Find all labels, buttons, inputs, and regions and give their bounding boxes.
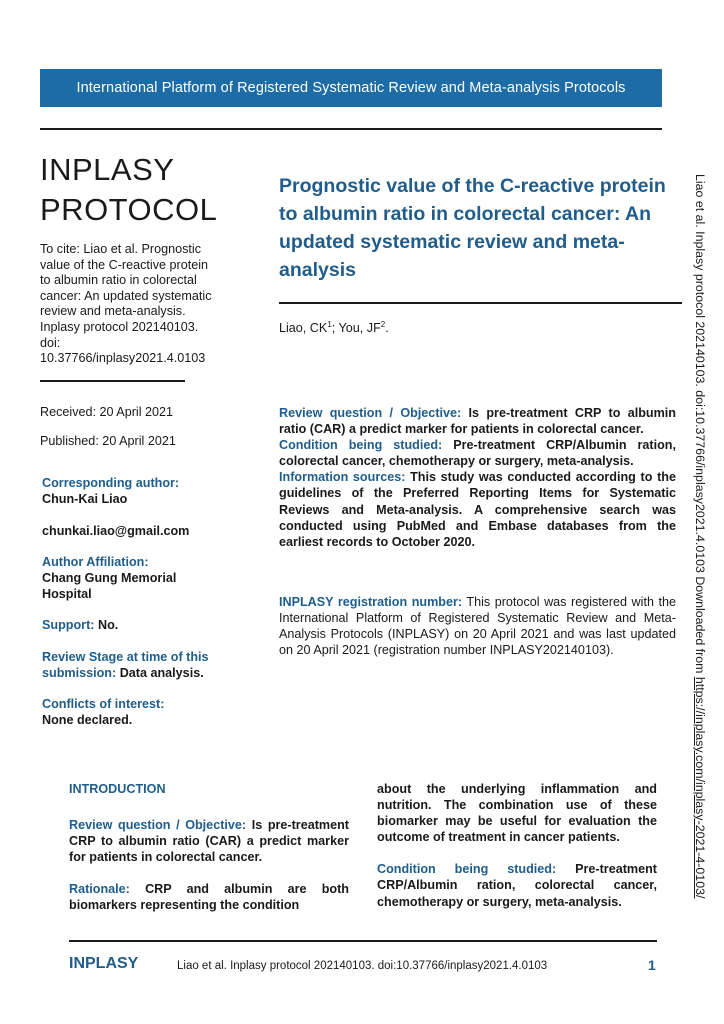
corresponding-email[interactable]: chunkai.liao@gmail.com [42,524,190,538]
side-citation [693,174,707,899]
intro-rq-label: Review question / Objective: [69,818,247,833]
intro-condition-text: Pre-treatment CRP/Albumin ration, colorectal cancer, chemotherapy or surgery, meta-analysis. [377,862,657,909]
cite-line: cancer: An updated systematic [40,288,212,303]
title-rule [279,302,682,304]
cite-line: review and meta-analysis. [40,304,186,319]
authors-end: . [385,321,389,336]
brand-line-1: INPLASY [40,152,175,187]
cite-line: doi: [40,335,61,350]
brand-line-2: PROTOCOL [40,192,218,227]
support-label: Support: [42,618,95,632]
header-banner: International Platform of Registered Systematic Review and Meta-analysis Protocols [40,69,662,107]
intro-rationale [69,881,349,913]
published-date: Published: 20 April 2021 [40,434,176,448]
footer-brand: INPLASY [69,955,139,972]
left-rule [40,380,185,382]
affiliation-line-1: Chang Gung Memorial [42,571,177,585]
corresponding-label: Corresponding author: [42,476,180,490]
affiliation-line-2: Hospital [42,587,92,601]
corresponding-name: Chun-Kai Liao [42,492,128,506]
author-1-affil: 1 [327,320,332,329]
registration-statement [279,594,676,658]
intro-rationale-label: Rationale: [69,882,130,897]
cite-line: value of the C-reactive protein [40,257,209,272]
intro-rq: Is pre-treatment CRP to albumin ratio (CAR) a predict marker for patients in colorectal cancer. [69,818,349,865]
abstract-rq: Is pre-treatment CRP to albumin ratio (CAR) a predict marker for patients in colorectal cancer. [279,406,677,437]
abstract [279,405,676,550]
abstract-condition-label: Condition being studied: [279,438,443,453]
review-stage [42,649,242,681]
intro-condition [377,861,657,909]
support [42,617,242,633]
intro-review-question [69,817,349,865]
introduction-column-1 [69,781,349,930]
cite-line: 10.37766/inplasy2021.4.0103 [40,351,206,366]
abstract-info: This study was conducted according to the guidelines of the Preferred Reporting Items for Systematic Reviews and Meta-analysis. A comprehensive search was conducted using PubMed and Embase databases from the earliest records to October 2020. [279,470,676,549]
abstract-info-label: Information sources: [279,470,406,485]
cite-line: to albumin ratio in colorectal [40,273,197,288]
conflicts-label: Conflicts of interest: [42,697,165,711]
side-citation-link[interactable]: https://inplasy.com/inplasy-2021-4-0103/ [693,676,707,899]
intro-condition-label: Condition being studied: [377,862,557,877]
citation-block [40,242,240,367]
footer-rule [69,940,657,942]
affiliation-label: Author Affiliation: [42,555,149,569]
introduction-heading: INTRODUCTION [69,782,166,796]
intro-rationale-cont: about the underlying inflammation and nutrition. The combination use of these biomarker may be useful for evaluation the outcome of treatment in cancer patients. [377,782,657,845]
page-number: 1 [648,957,656,973]
corresponding-author [42,475,242,539]
cite-line: Inplasy protocol 202140103. [40,319,199,334]
conflicts-value: None declared. [42,713,133,727]
author-affiliation [42,554,242,602]
support-value: No. [97,618,119,632]
review-stage-label-2: submission: [42,666,117,680]
review-stage-value: Data analysis. [119,666,204,680]
cite-line: To cite: Liao et al. Prognostic [40,242,202,256]
abstract-rq-label: Review question / Objective: [279,406,462,420]
article-title: Prognostic value of the C-reactive protein to albumin ratio in colorectal cancer: An updated systematic review and meta-analysis [279,175,666,281]
registration-text: This protocol was registered with the International Platform of Registered Systematic Review and Meta-Analysis Protocols (INPLASY) on 20 April 2021 and was last updated on 20 April 2021 (registration number INPLASY202140103). [279,595,676,658]
review-stage-label: Review Stage at time of this [42,650,209,664]
top-rule [40,128,662,130]
introduction-column-2 [377,781,657,926]
author-1: Liao, CK [279,321,328,336]
side-citation-text: Liao et al. Inplasy protocol 202140103. doi:10.37766/inplasy2021.4.0103 Downloaded from [693,174,707,677]
author-2-affil: 2 [380,320,386,329]
footer-citation: Liao et al. Inplasy protocol 202140103. doi:10.37766/inplasy2021.4.0103 [177,960,548,972]
received-date: Received: 20 April 2021 [40,405,174,419]
brand-title [40,150,217,230]
registration-label: INPLASY registration number: [279,595,463,609]
conflicts-of-interest [42,696,242,728]
authors [279,320,389,335]
author-2: ; You, JF [331,321,381,336]
abstract-condition: Pre-treatment CRP/Albumin ration, colorectal cancer, chemotherapy or surgery, meta-analysis. [279,438,676,469]
intro-rationale-text: CRP and albumin are both biomarkers representing the condition [69,882,349,913]
